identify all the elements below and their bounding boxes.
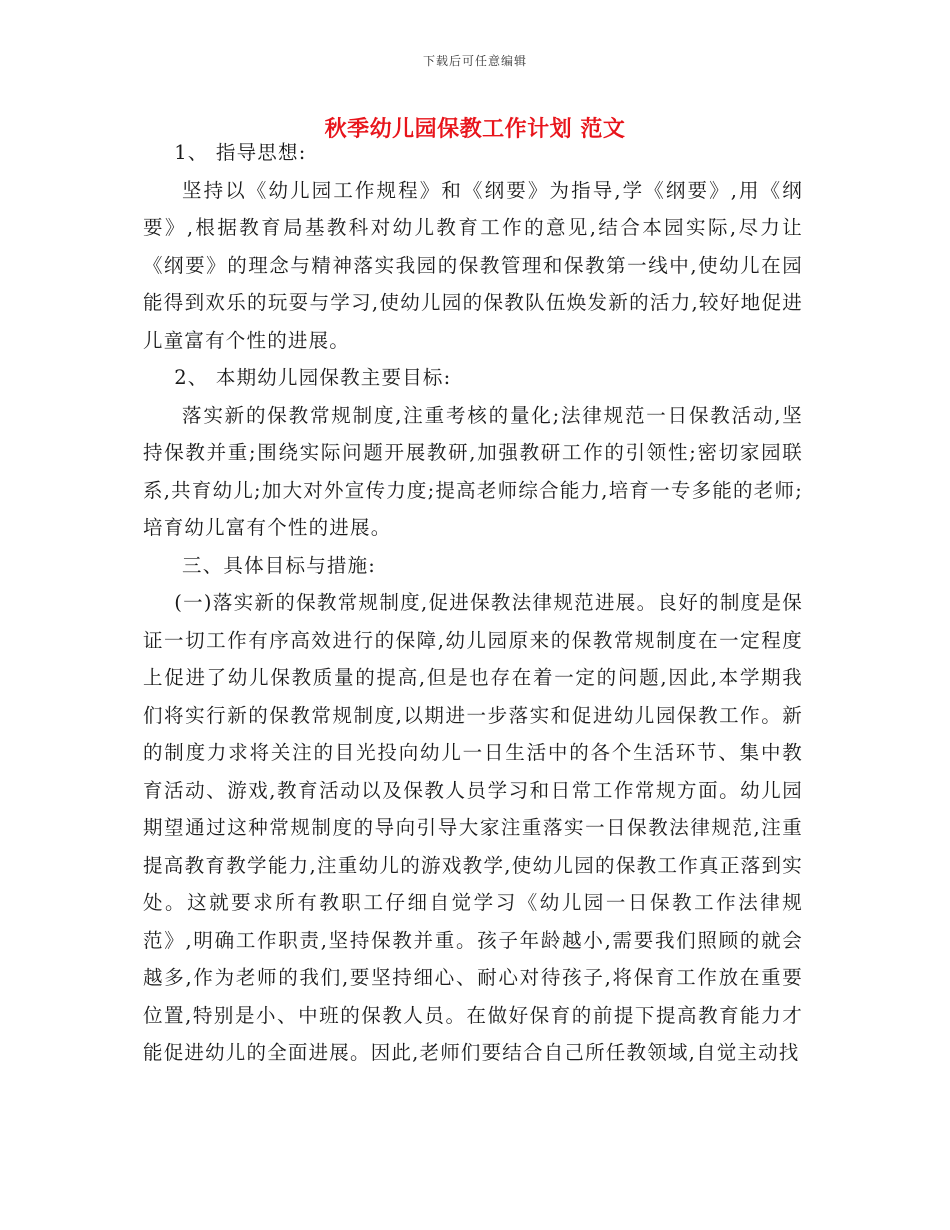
header-note: 下载后可任意编辑: [422, 54, 527, 68]
section-2-body: 落实新的保教常规制度,注重考核的量化;法律规范一日保教活动,坚持保教并重;围绕实际问题开展教研,加强教研工作的引领性;密切家园联系,共育幼儿;加大对外宣传力度;提高老师综合能力,培育一专多能的老师;培育幼儿富有个性的进展。: [143, 403, 803, 539]
document-body: [143, 134, 803, 1072]
section-1-heading: 1、 指导思想:: [174, 141, 307, 164]
section-2-heading: 2、 本期幼儿园保教主要目标:: [174, 366, 452, 389]
section-3-body: (一)落实新的保教常规制度,促进保教法律规范进展。良好的制度是保证一切工作有序高效进行的保障,幼儿园原来的保教常规制度在一定程度上促进了幼儿保教质量的提高,但是也存在着一定的问题,因此,本学期我们将实行新的保教常规制度,以期进一步落实和促进幼儿园保教工作。新的制度力求将关注的目光投向幼儿一日生活中的各个生活环节、集中教育活动、游戏,教育活动以及保教人员学习和日常工作常规方面。幼儿园期望通过这种常规制度的导向引导大家注重落实一日保教法律规范,注重提高教育教学能力,注重幼儿的游戏教学,使幼儿园的保教工作真正落到实处。这就要求所有教职工仔细自觉学习《幼儿园一日保教工作法律规范》,明确工作职责,坚持保教并重。孩子年龄越小,需要我们照顾的就会越多,作为老师的我们,要坚持细心、耐心对待孩子,将保育工作放在重要位置,特别是小、中班的保教人员。在做好保育的前提下提高教育能力才能促进幼儿的全面进展。因此,老师们要结合自己所任教领域,自觉主动找: [143, 591, 803, 1064]
section-1-body: 坚持以《幼儿园工作规程》和《纲要》为指导,学《纲要》,用《纲要》,根据教育局基教科对幼儿教育工作的意见,结合本园实际,尽力让《纲要》的理念与精神落实我园的保教管理和保教第一线中,使幼儿在园能得到欢乐的玩耍与学习,使幼儿园的保教队伍焕发新的活力,较好地促进儿童富有个性的进展。: [143, 178, 803, 352]
section-3-heading: 三、具体目标与措施:: [182, 553, 377, 577]
document-title: 秋季幼儿园保教工作计划 范文: [324, 117, 626, 142]
